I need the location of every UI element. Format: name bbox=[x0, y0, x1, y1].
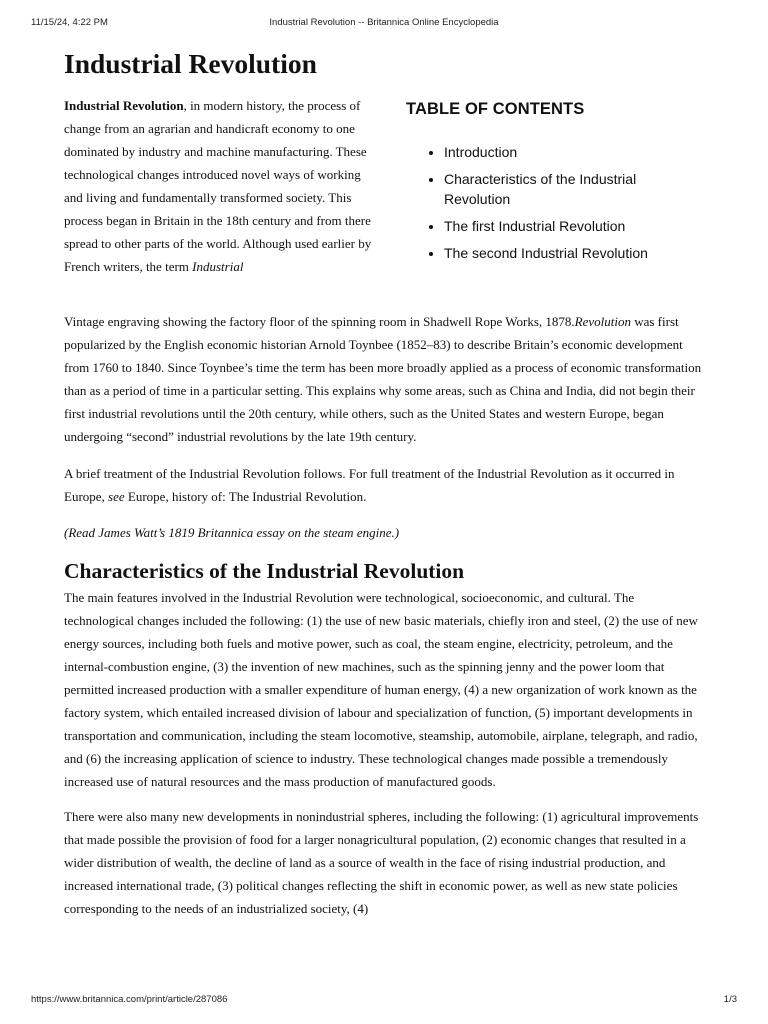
print-page-number: 1/3 bbox=[723, 994, 737, 1005]
article-content bbox=[64, 46, 706, 920]
section-heading-characteristics: Characteristics of the Industrial Revolution bbox=[64, 559, 465, 583]
intro-italic-term: Industrial bbox=[192, 259, 244, 274]
toc-item-introduction[interactable]: • Introduction bbox=[444, 143, 706, 163]
paragraph-main-features: The main features involved in the Industrial Revolution were technological, socioeconomic, and cultural. The technological changes included the following: (1) the use of new basic materials, chiefly iron and steel, (2) the use of new energy sources, including both fuels and motive power, such as coal, the steam engine, electricity, petroleum, and the internal-combustion engine, (3) the invention of new machines, such as the spinning jenny and the power loom that permitted increased production with a smaller expenditure of human energy, (4) a new organization of work known as the factory system, which entailed increased division of labour and specialization of function, (5) important developments in transportation and communication, including the steam locomotive, steamship, automobile, airplane, telegraph, and radio, and (6) the increasing application of science to industry. These technological changes made possible a tremendously increased use of natural resources and the mass production of manufactured goods. bbox=[64, 590, 698, 789]
para2-italic-term: Revolution bbox=[574, 314, 631, 329]
table-of-contents bbox=[406, 100, 706, 271]
toc-item-characteristics[interactable]: • Characteristics of the Industrial Revolution bbox=[444, 170, 706, 209]
read-essay-note[interactable]: (Read James Watt’s 1819 Britannica essay on the steam engine.) bbox=[64, 525, 400, 540]
toc-list bbox=[406, 143, 706, 263]
para2-text: was first popularized by the English economic historian Arnold Toynbee (1852–83) to describe Britain’s economic development from 1760 to 1840. Since Toynbee’s time the term has been more broadly applied as a process of economic transformation than as a period of time in a particular setting. This explains why some areas, such as China and India, did not begin their first industrial revolutions until the 20th century, while others, such as the United States and western Europe, began undergoing “second” industrial revolutions by the late 19th century. bbox=[64, 314, 702, 444]
article-title: Industrial Revolution bbox=[64, 48, 317, 79]
print-datetime: 11/15/24, 4:22 PM bbox=[31, 17, 108, 28]
image-caption: Vintage engraving showing the factory floor of the spinning room in Shadwell Rope Works, 1878. bbox=[64, 314, 575, 329]
intro-paragraph bbox=[64, 94, 376, 278]
intro-lead-term: Industrial Revolution bbox=[64, 98, 184, 113]
paragraph-term-origin bbox=[64, 310, 706, 448]
print-url: https://www.britannica.com/print/article/287086 bbox=[31, 994, 228, 1005]
toc-item-second-revolution[interactable]: • The second Industrial Revolution bbox=[444, 244, 706, 264]
toc-heading: TABLE OF CONTENTS bbox=[406, 100, 585, 118]
intro-section bbox=[64, 94, 706, 299]
see-reference: see bbox=[108, 489, 125, 504]
paragraph-nonindustrial: There were also many new developments in nonindustrial spheres, including the following: (1) agricultural improvements that made possible the provision of food for a larger nonagricultural population, (2) economic changes that resulted in a wider distribution of wealth, the decline of land as a source of wealth in the face of rising industrial production, and increased international trade, (3) political changes reflecting the shift in economic power, as well as new state policies corresponding to the needs of an industrialized society, (4) bbox=[64, 809, 699, 916]
paragraph-brief-treatment: A brief treatment of the Industrial Revolution follows. For full treatment of the Industrial Revolution as it occurred in Europe, see Europe, history of: The Industrial Revolution. bbox=[64, 466, 675, 504]
europe-history-link[interactable]: Europe, history of: The Industrial Revolution. bbox=[124, 489, 367, 504]
toc-item-first-revolution[interactable]: • The first Industrial Revolution bbox=[444, 217, 706, 237]
print-page-title: Industrial Revolution -- Britannica Online Encyclopedia bbox=[269, 17, 499, 28]
intro-text: , in modern history, the process of change from an agrarian and handicraft economy to one dominated by industry and machine manufacturing. These technological changes introduced novel ways of working and living and fundamentally transformed society. This process began in Britain in the 18th century and from there spread to other parts of the world. Although used earlier by French writers, the term bbox=[64, 98, 372, 274]
